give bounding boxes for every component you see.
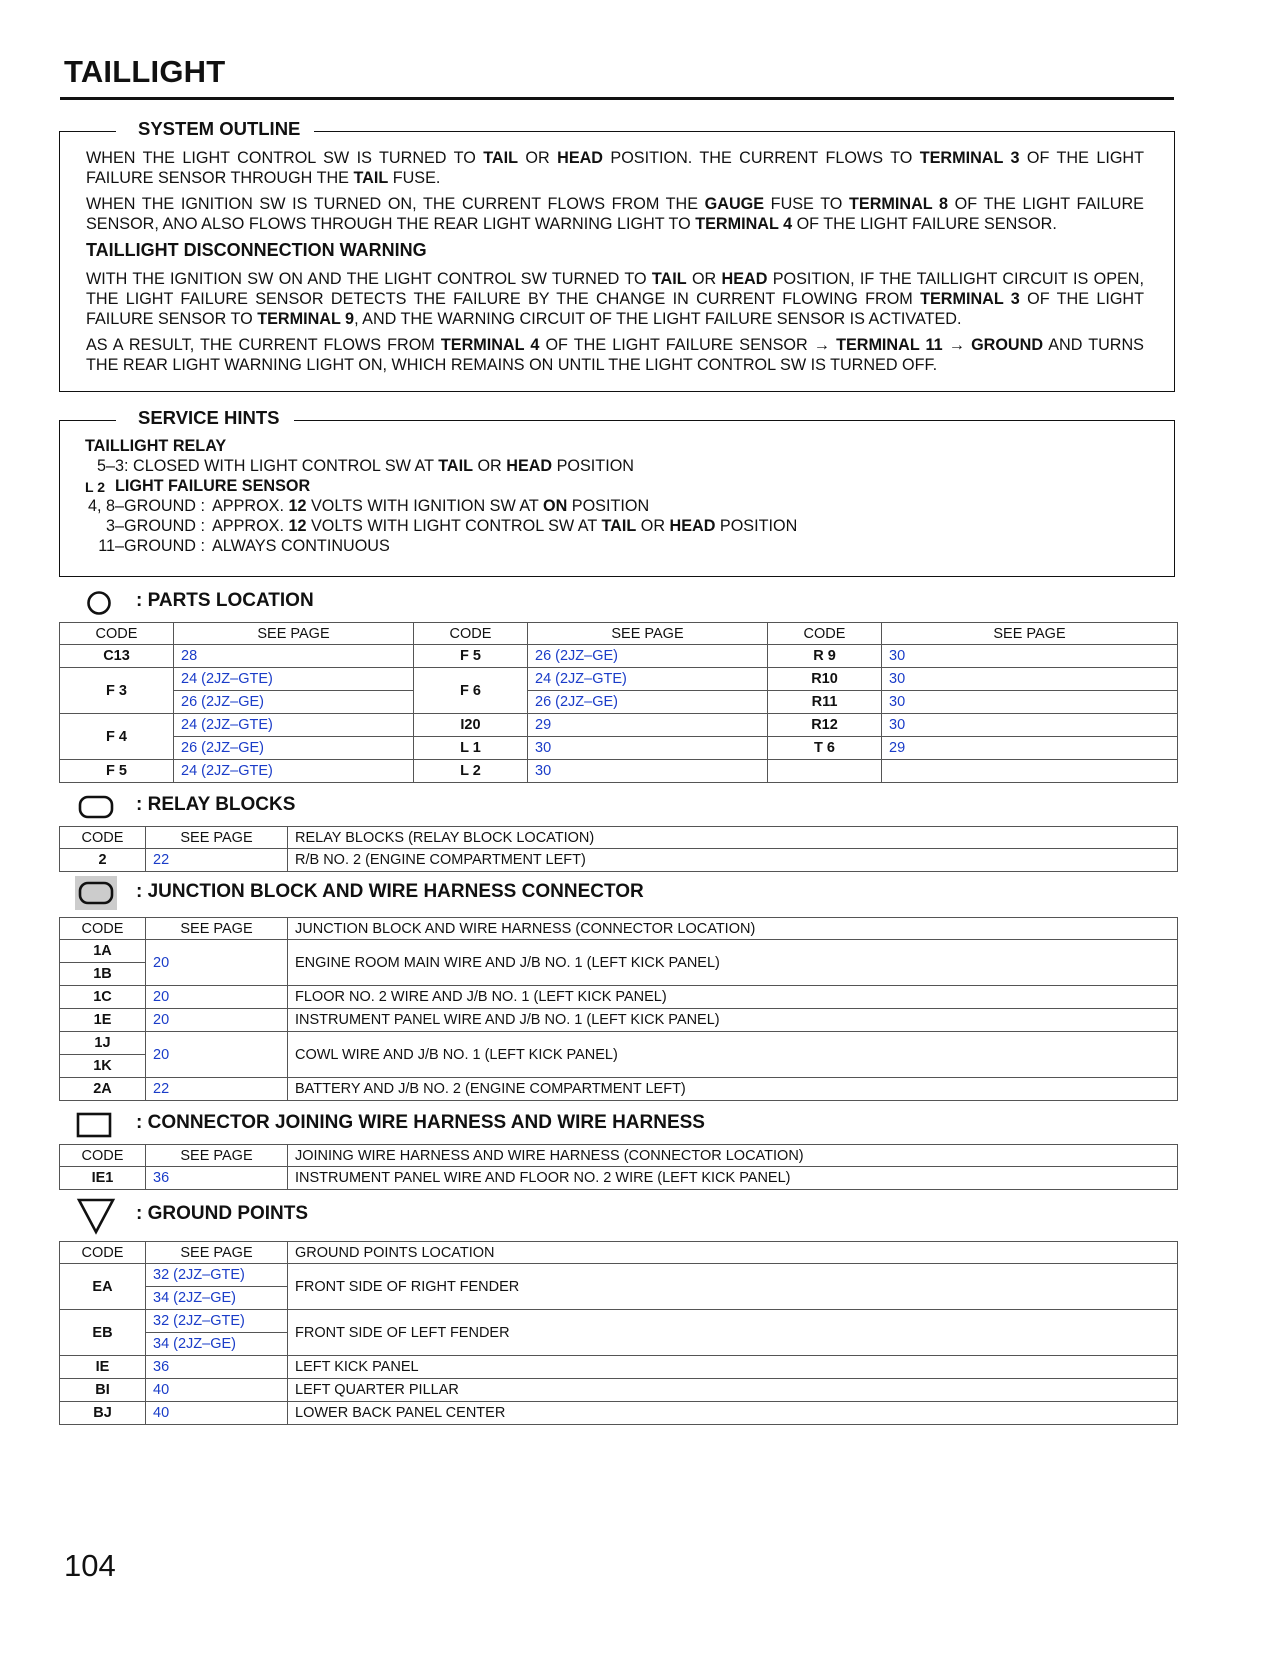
column-header: GROUND POINTS LOCATION [288,1242,1178,1264]
row-location: LEFT QUARTER PILLAR [288,1379,1178,1402]
see-page-link[interactable]: 30 [882,714,1178,737]
see-page-link[interactable]: 30 [528,737,768,760]
see-page-link[interactable]: 24 (2JZ–GTE) [174,760,414,783]
connector-joining-symbol-icon [76,1112,112,1138]
junction-code: 2A [60,1078,146,1101]
column-header: SEE PAGE [528,623,768,645]
see-page-link[interactable]: 30 [528,760,768,783]
row-code: EB [60,1310,146,1356]
title-rule [60,97,1174,100]
junction-location: BATTERY AND J/B NO. 2 (ENGINE COMPARTMENT LEFT) [288,1078,1178,1101]
row-code: 2 [60,849,146,872]
see-page-link[interactable]: 26 (2JZ–GE) [528,691,768,714]
sensor-code: L 2 [85,479,105,495]
see-page-link[interactable]: 40 [146,1402,288,1425]
hint-terminal-label: 11–GROUND : [98,537,205,555]
see-page-link[interactable]: 22 [146,1078,288,1101]
column-header: SEE PAGE [146,1242,288,1264]
junction-code: 1K [60,1055,146,1078]
junction-location: FLOOR NO. 2 WIRE AND J/B NO. 1 (LEFT KICK PANEL) [288,986,1178,1009]
outline-para-4: AS A RESULT, THE CURRENT FLOWS FROM TERMINAL 4 OF THE LIGHT FAILURE SENSOR → TERMINAL 11 → GROUND AND TURNS THE REAR LIGHT WARNING LIGHT ON, WHICH REMAINS ON UNTIL THE LIGHT CONTROL SW IS TURNED OFF. [86,336,1144,374]
see-page-link[interactable]: 36 [146,1356,288,1379]
table-row [60,1167,1178,1190]
junction-location: COWL WIRE AND J/B NO. 1 (LEFT KICK PANEL) [288,1032,1178,1078]
part-code: L 2 [414,760,528,783]
see-page-link[interactable]: 24 (2JZ–GTE) [174,714,414,737]
see-page-link[interactable]: 34 (2JZ–GE) [146,1333,288,1356]
part-code: R12 [768,714,882,737]
column-header: CODE [60,623,174,645]
table-row [60,1379,1178,1402]
see-page-link[interactable]: 30 [882,691,1178,714]
column-header: SEE PAGE [146,1145,288,1167]
column-header: SEE PAGE [146,827,288,849]
table-header-row [60,827,1178,849]
part-code: F 5 [414,645,528,668]
column-header: CODE [768,623,882,645]
see-page-link[interactable]: 30 [882,668,1178,691]
see-page-link[interactable]: 24 (2JZ–GTE) [174,668,414,691]
part-code: F 3 [60,668,174,714]
relay-blocks-table [59,826,1178,872]
parts-location-table [59,622,1178,783]
row-location: LOWER BACK PANEL CENTER [288,1402,1178,1425]
relay-blocks-heading: : RELAY BLOCKS [136,794,296,815]
table-row [60,645,1178,668]
table-header-row [60,623,1178,645]
table-row [60,1264,1178,1287]
hint-terminal-text: APPROX. 12 VOLTS WITH LIGHT CONTROL SW AT TAIL OR HEAD POSITION [212,517,798,535]
system-outline-heading: SYSTEM OUTLINE [116,118,314,140]
row-code: BJ [60,1402,146,1425]
see-page-link[interactable]: 26 (2JZ–GE) [174,691,414,714]
row-location: FRONT SIDE OF LEFT FENDER [288,1310,1178,1356]
part-code: F 6 [414,668,528,714]
table-row [60,986,1178,1009]
part-code: F 4 [60,714,174,760]
system-outline-box [59,118,1175,392]
row-location: FRONT SIDE OF RIGHT FENDER [288,1264,1178,1310]
column-header: RELAY BLOCKS (RELAY BLOCK LOCATION) [288,827,1178,849]
row-code: BI [60,1379,146,1402]
see-page-link[interactable]: 20 [146,986,288,1009]
see-page-link[interactable]: 32 (2JZ–GTE) [146,1264,288,1287]
see-page-link[interactable]: 26 (2JZ–GE) [174,737,414,760]
column-header: CODE [60,1145,146,1167]
table-row [60,737,1178,760]
see-page-link[interactable]: 29 [528,714,768,737]
table-row [60,714,1178,737]
hint-terminal-text: ALWAYS CONTINUOUS [212,537,390,555]
junction-code: 1J [60,1032,146,1055]
table-row [60,1078,1178,1101]
part-code: T 6 [768,737,882,760]
column-header: JUNCTION BLOCK AND WIRE HARNESS (CONNECTOR LOCATION) [288,918,1178,940]
table-row [60,668,1178,691]
junction-location: INSTRUMENT PANEL WIRE AND J/B NO. 1 (LEFT KICK PANEL) [288,1009,1178,1032]
hint-terminal-label: 4, 8–GROUND : [88,497,205,515]
row-code: EA [60,1264,146,1310]
column-header: SEE PAGE [882,623,1178,645]
see-page-link[interactable]: 30 [882,645,1178,668]
column-header: SEE PAGE [146,918,288,940]
row-location: INSTRUMENT PANEL WIRE AND FLOOR NO. 2 WIRE (LEFT KICK PANEL) [288,1167,1178,1190]
see-page-link[interactable]: 29 [882,737,1178,760]
part-code: L 1 [414,737,528,760]
parts-location-heading: : PARTS LOCATION [136,590,314,611]
see-page-link[interactable]: 24 (2JZ–GTE) [528,668,768,691]
service-hints-box [59,407,1175,577]
sensor-title: LIGHT FAILURE SENSOR [115,477,311,495]
service-hints-heading: SERVICE HINTS [116,407,294,429]
column-header: CODE [414,623,528,645]
outline-para-3: WITH THE IGNITION SW ON AND THE LIGHT CONTROL SW TURNED TO TAIL OR HEAD POSITION, IF THE TAILLIGHT CIRCUIT IS OPEN, THE LIGHT FAILURE SENSOR DETECTS THE FAILURE BY THE CHANGE IN CURRENT FLOWING FROM TERMINAL 3 OF THE LIGHT FAILURE SENSOR TO TERMINAL 9, AND THE WARNING CIRCUIT OF THE LIGHT FAILURE SENSOR IS ACTIVATED. [86,270,1144,328]
junction-block-heading: : JUNCTION BLOCK AND WIRE HARNESS CONNECTOR [136,881,644,902]
empty-cell [768,760,882,783]
see-page-link[interactable]: 36 [146,1167,288,1190]
see-page-link[interactable]: 34 (2JZ–GE) [146,1287,288,1310]
table-header-row [60,1242,1178,1264]
page-title: TAILLIGHT [64,54,226,89]
connector-joining-heading: : CONNECTOR JOINING WIRE HARNESS AND WIRE HARNESS [136,1112,705,1133]
column-header: SEE PAGE [174,623,414,645]
table-row [60,760,1178,783]
page-number: 104 [64,1548,116,1583]
empty-cell [882,760,1178,783]
see-page-link[interactable]: 26 (2JZ–GE) [528,645,768,668]
relay-title: TAILLIGHT RELAY [85,437,227,455]
table-row [60,1356,1178,1379]
junction-code: 1B [60,963,146,986]
column-header: JOINING WIRE HARNESS AND WIRE HARNESS (CONNECTOR LOCATION) [288,1145,1178,1167]
outline-para-2: WHEN THE IGNITION SW IS TURNED ON, THE CURRENT FLOWS FROM THE GAUGE FUSE TO TERMINAL 8 OF THE LIGHT FAILURE SENSOR, ANO ALSO FLOWS THROUGH THE REAR LIGHT WARNING LIGHT TO TERMINAL 4 OF THE LIGHT FAILURE SENSOR. [86,195,1144,233]
see-page-link[interactable]: 22 [146,849,288,872]
parts-location-symbol-icon [86,590,112,616]
hint-terminal-text: APPROX. 12 VOLTS WITH IGNITION SW AT ON POSITION [212,497,650,515]
outline-para-1: WHEN THE LIGHT CONTROL SW IS TURNED TO TAIL OR HEAD POSITION. THE CURRENT FLOWS TO TERMINAL 3 OF THE LIGHT FAILURE SENSOR THROUGH THE TAIL FUSE. [86,149,1144,187]
part-code: R 9 [768,645,882,668]
table-header-row [60,1145,1178,1167]
column-header: CODE [60,827,146,849]
see-page-link[interactable]: 20 [146,940,288,986]
see-page-link[interactable]: 20 [146,1032,288,1078]
table-row [60,1009,1178,1032]
part-code: F 5 [60,760,174,783]
table-header-row [60,918,1178,940]
junction-code: 1E [60,1009,146,1032]
table-row [60,1402,1178,1425]
part-code: C13 [60,645,174,668]
row-code: IE [60,1356,146,1379]
part-code: R11 [768,691,882,714]
relay-line: 5–3: CLOSED WITH LIGHT CONTROL SW AT TAIL OR HEAD POSITION [97,457,634,475]
ground-points-heading: : GROUND POINTS [136,1203,309,1224]
ground-point-symbol-icon [76,1197,116,1235]
table-row [60,1310,1178,1333]
junction-code: 1C [60,986,146,1009]
see-page-link[interactable]: 40 [146,1379,288,1402]
relay-block-symbol-icon [78,795,114,819]
see-page-link[interactable]: 32 (2JZ–GTE) [146,1310,288,1333]
junction-code: 1A [60,940,146,963]
ground-points-table [59,1241,1178,1425]
see-page-link[interactable]: 20 [146,1009,288,1032]
table-row [60,1032,1178,1055]
part-code: R10 [768,668,882,691]
disconnection-warning-heading: TAILLIGHT DISCONNECTION WARNING [86,240,427,260]
junction-block-table [59,917,1178,1101]
table-row [60,940,1178,963]
column-header: CODE [60,1242,146,1264]
table-row [60,849,1178,872]
row-code: IE1 [60,1167,146,1190]
row-location: R/B NO. 2 (ENGINE COMPARTMENT LEFT) [288,849,1178,872]
see-page-link[interactable]: 28 [174,645,414,668]
junction-location: ENGINE ROOM MAIN WIRE AND J/B NO. 1 (LEFT KICK PANEL) [288,940,1178,986]
hint-terminal-label: 3–GROUND : [106,517,205,535]
column-header: CODE [60,918,146,940]
connector-joining-table [59,1144,1178,1190]
row-location: LEFT KICK PANEL [288,1356,1178,1379]
part-code: I20 [414,714,528,737]
junction-block-symbol-icon [78,881,114,905]
table-row [60,691,1178,714]
